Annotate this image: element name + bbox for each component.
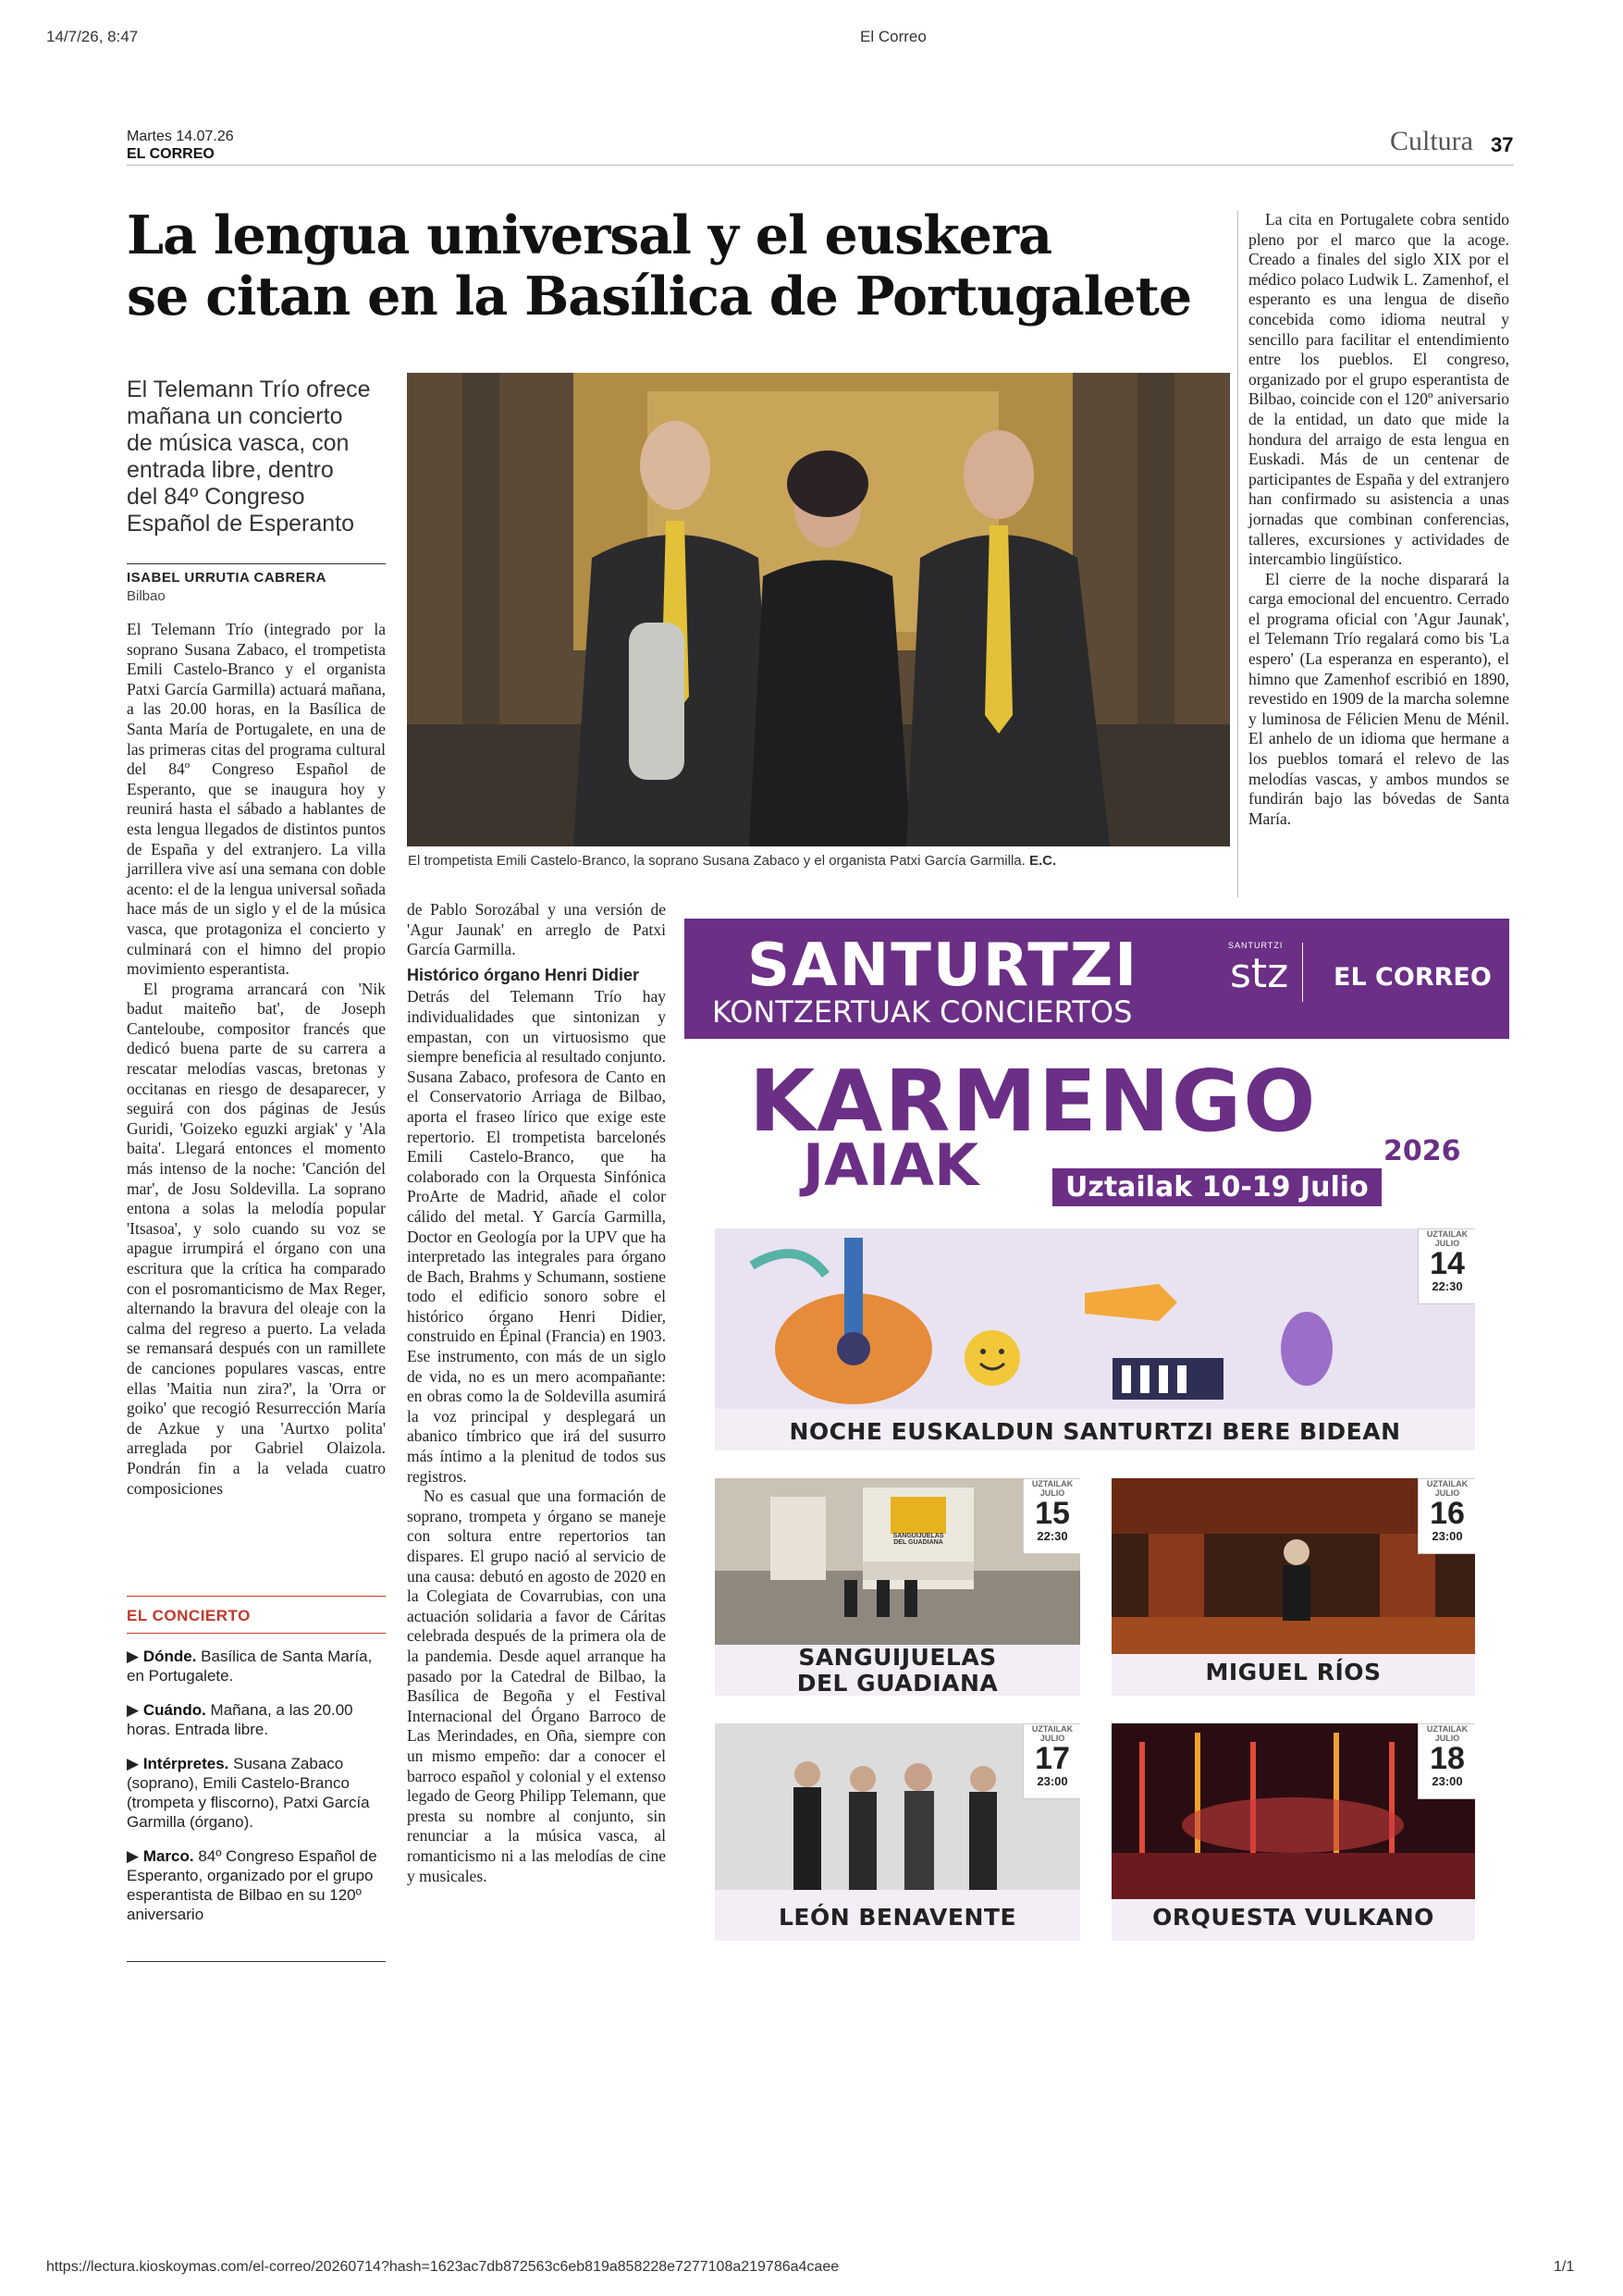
paragraph: No es casual que una formación de soprano, trompeta y órgano se maneje con soltura entre repertorios tan dispares. El grupo nació al servicio de una causa: debutó en agosto de 2020 en la Colegiata de Covarrubias, con una actuación solidaria a favor de Cáritas celebrada después de la primera ola de la pandemia. Desde aquel arranque ha pasado por la Catedral de Bilbao, la Basílica de Begoña y el Festival Internacional del Órgano Barroco de Las Merindades, en Oña, siempre con un mismo empeño: dar a conocer el barroco español y colonial y el extenso legado de Georg Philipp Telemann, que presta su nombre al conjunto, sin renunciar a la música vasca, al romanticismo ni a las melodías de cine y musicales. bbox=[407, 1487, 666, 1885]
event-card-14 bbox=[715, 1228, 1475, 1450]
headline-line-2: se citan en la Basílica de Portugalete bbox=[127, 265, 1192, 327]
logo-divider bbox=[1302, 943, 1303, 1002]
article-column-1 bbox=[127, 620, 386, 1499]
ad-town: SANTURTZI bbox=[747, 932, 1139, 1000]
ad-subtitle: KONTZERTUAK CONCIERTOS bbox=[712, 994, 1133, 1030]
infobox-title: EL CONCIERTO bbox=[127, 1607, 251, 1624]
event-card-16 bbox=[1112, 1478, 1475, 1696]
section-name: Cultura bbox=[1390, 126, 1473, 156]
column-divider bbox=[1237, 211, 1238, 897]
paragraph: La cita en Portugalete cobra sentido pleno por el marco que la acoge. Creado a finales del siglo XIX por el médico polaco Ludwik L. Zamenhof, el esperanto es una lengua de diseño concebida como idioma neutral y sencillo para facilitar el entendimiento entre los pueblos. El congreso, organizado por el grupo esperantista de Bilbao, coincide con el 120º aniversario de la entidad, un dato que mide la hondura del arraigo de esta lengua en Euskadi. Más de un centenar de participantes de España y del extranjero han confirmado su asistencia a unas jornadas que combinan conferencias, talleres, excursiones y actividades de intercambio lingüístico. bbox=[1248, 210, 1509, 569]
paragraph: de Pablo Sorozábal y una versión de 'Agur Jaunak' en arreglo de Patxi García Garmilla. bbox=[407, 900, 666, 959]
paragraph: El programa arrancará con 'Nik badut maiteño bat', de Joseph Canteloube, compositor francés que dedicó buena parte de su carrera a rescatar melodías vascas, bretonas y occitanas en riesgo de desaparecer, y seguirá con dos páginas de Jesús Guridi, 'Goizeko eguzki argiak' y 'Ala baita'. Llegará entonces el momento más intenso de la noche: 'Canción del mar', de Josu Soldevilla. La soprano entona a solas la melodía popular 'Itsasoa', y solo cuando su voz se apague irrumpirá el órgano con una escritura que la crítica ha comparado con el posromanticismo de Max Reger, alternando la bravura del oleaje con la calma del regreso a puerto. La velada se remansará después con un ramillete de canciones populares vascas, entre ellas 'Maitia nun zira?', la 'Orra or goiko' que recogió Resurrección María de Azkue y una 'Aurtxo polita' arreglada por Gabriel Olaizola. Pondrán fin a la velada cuatro composiciones bbox=[127, 979, 386, 1498]
event-card-18 bbox=[1112, 1723, 1475, 1941]
infobox-item-performers: ▶ Intérpretes. Susana Zabaco (soprano), Emili Castelo-Branco (trompeta y fliscorno), Patxi García Garmilla (órgano). bbox=[127, 1755, 370, 1831]
byline-city: Bilbao bbox=[127, 588, 166, 604]
print-site-title: El Correo bbox=[860, 28, 927, 45]
section-heading: Histórico órgano Henri Didier bbox=[407, 965, 640, 984]
music-illustration bbox=[715, 1228, 1475, 1409]
event-name-16: MIGUEL RÍOS bbox=[1205, 1659, 1382, 1685]
event-card-15 bbox=[715, 1478, 1080, 1696]
subhead: El Telemann Trío ofrece mañana un concierto de música vasca, con entrada libre, dentro del 84º Congreso Español de Esperanto bbox=[127, 376, 371, 537]
date-box-15: UZTAILAK JULIO 15 22:30 bbox=[1023, 1478, 1080, 1554]
trio-photo bbox=[407, 373, 1230, 846]
stz-logo: stz bbox=[1230, 950, 1289, 997]
headline-line-1: La lengua universal y el euskera bbox=[127, 204, 1052, 266]
infobox-rule bbox=[127, 1633, 386, 1634]
infobox-item-context: ▶ Marco. 84º Congreso Español de Esperanto, organizado por el grupo esperantista de Bilbao en su 120º aniversario bbox=[127, 1847, 377, 1923]
ad-year: 2026 bbox=[1383, 1135, 1461, 1167]
infobox-top-rule bbox=[127, 1596, 386, 1597]
date-box-16: UZTAILAK JULIO 16 23:00 bbox=[1418, 1478, 1475, 1554]
concert-advertisement bbox=[684, 919, 1509, 1955]
ad-dates: Uztailak 10-19 Julio bbox=[1052, 1168, 1382, 1206]
event-name-14: NOCHE EUSKALDUN SANTURTZI BERE BIDEAN bbox=[789, 1418, 1401, 1445]
event-card-17 bbox=[715, 1723, 1080, 1941]
photo-credit: E.C. bbox=[1028, 853, 1057, 869]
triangle-bullet-icon: ▶ bbox=[127, 1755, 140, 1772]
byline-author: ISABEL URRUTIA CABRERA bbox=[127, 570, 327, 586]
poster-text: SANGUIJUELAS DEL GUADIANA bbox=[892, 1533, 944, 1546]
ad-title-2: JAIAK bbox=[803, 1131, 979, 1199]
masthead-paper: EL CORREO bbox=[127, 146, 215, 162]
ad-header bbox=[684, 919, 1509, 1039]
paragraph: El Telemann Trío (integrado por la soprano Susana Zabaco, el trompetista Emili Castelo-Branco y el organista Patxi García Garmilla) actuará mañana, a las 20.00 horas, en la Basílica de Santa María de Portugalete, en una de las primeras citas del programa cultural del 84º Congreso Español de Esperanto, que se inaugura hoy y reunirá hasta el sábado a hablantes de esta lengua llegados de distintos puntos de España y del extranjero. La villa jarrillera vive así una semana con doble acento: el de la lengua universal soñada hace más de un siglo y el de la música vasca, que protagoniza el concierto y culminará con el himno del propio movimiento esperantista. bbox=[127, 620, 386, 979]
stz-small-text: SANTURTZI bbox=[1228, 941, 1284, 950]
infobox-item-where: ▶ Dónde. Basílica de Santa María, en Portugalete. bbox=[127, 1648, 373, 1685]
event-name-18: ORQUESTA VULKANO bbox=[1152, 1904, 1434, 1931]
infobox bbox=[127, 1607, 386, 1939]
page-number: 37 bbox=[1491, 133, 1514, 156]
print-page-count: 1/1 bbox=[1554, 2259, 1575, 2275]
source-url-link[interactable]: https://lectura.kioskoymas.com/el-correo/20260714?hash=1623ac7db872563c6eb819a858228e7277108a219786a4caee bbox=[46, 2259, 840, 2275]
el-correo-logo: EL CORREO bbox=[1334, 963, 1492, 992]
infobox-bottom-rule bbox=[127, 1961, 386, 1962]
triangle-bullet-icon: ▶ bbox=[127, 1701, 140, 1719]
paragraph: El cierre de la noche disparará la carga emocional del encuentro. Cerrado el programa oficial con 'Agur Jaunak', el Telemann Trío regalará como bis 'La espero' (La esperanza en esperanto), el himno que Zamenhof escribió en 1890, revestido en 1909 de la marcha solemne y luminosa de Félicien Menu de Ménil. El anhelo de un idioma que hermane a los pueblos tomará el relevo de las melodías vascas, y ambos mundos se fundirán bajo las bóvedas de Santa María. bbox=[1248, 569, 1509, 828]
triangle-bullet-icon: ▶ bbox=[127, 1648, 140, 1665]
date-box-17: UZTAILAK JULIO 17 23:00 bbox=[1023, 1723, 1080, 1799]
photo-caption: El trompetista Emili Castelo-Branco, la soprano Susana Zabaco y el organista Patxi García Garmilla. E.C. bbox=[408, 853, 1057, 869]
ad-title: KARMENGO bbox=[749, 1052, 1318, 1151]
date-box-18: UZTAILAK JULIO 18 23:00 bbox=[1418, 1723, 1475, 1799]
event-name-15: SANGUIJUELAS DEL GUADIANA bbox=[796, 1644, 999, 1696]
byline-rule bbox=[127, 563, 386, 564]
trio-photo-illustration bbox=[407, 373, 1230, 846]
date-box-14: UZTAILAK JULIO 14 22:30 bbox=[1418, 1228, 1475, 1304]
print-datetime: 14/7/26, 8:47 bbox=[46, 28, 139, 45]
paragraph: Detrás del Telemann Trío hay individualidades que sintonizan y empastan, con un virtuosismo que siempre beneficia al resultado conjunto. Susana Zabaco, profesora de Canto en el Conservatorio Arriaga de Bilbao, aporta el fraseo lírico que exige este repertorio. El trompetista barcelonés Emili Castelo-Branco, que ha colaborado con la Orquesta Sinfónica ProArte de Madrid, añade el color cálido del metal. Y García Garmilla, Doctor en Geología por la UPV que ha interpretado las integrales para órgano de Bach, Brahms y Schumann, sostiene todo el edificio sonoro sobre el histórico órgano Henri Didier, construido en Épinal (Francia) en 1903. Ese instrumento, con más de un siglo de vida, no es un mero acompañante: en obras como la de Soldevilla asumirá la voz principal y desplegará un abanico tímbrico que irá del susurro más íntimo a la plenitud de todos sus registros. bbox=[407, 987, 666, 1486]
infobox-item-when: ▶ Cuándo. Mañana, a las 20.00 horas. Entrada libre. bbox=[127, 1701, 353, 1738]
triangle-bullet-icon: ▶ bbox=[127, 1847, 140, 1865]
event-name-17: LEÓN BENAVENTE bbox=[778, 1904, 1017, 1931]
headline bbox=[127, 205, 1218, 327]
article-column-4 bbox=[1248, 210, 1509, 829]
masthead-rule bbox=[127, 165, 1514, 166]
masthead-date: Martes 14.07.26 bbox=[127, 129, 234, 144]
article-column-2 bbox=[407, 900, 666, 1886]
